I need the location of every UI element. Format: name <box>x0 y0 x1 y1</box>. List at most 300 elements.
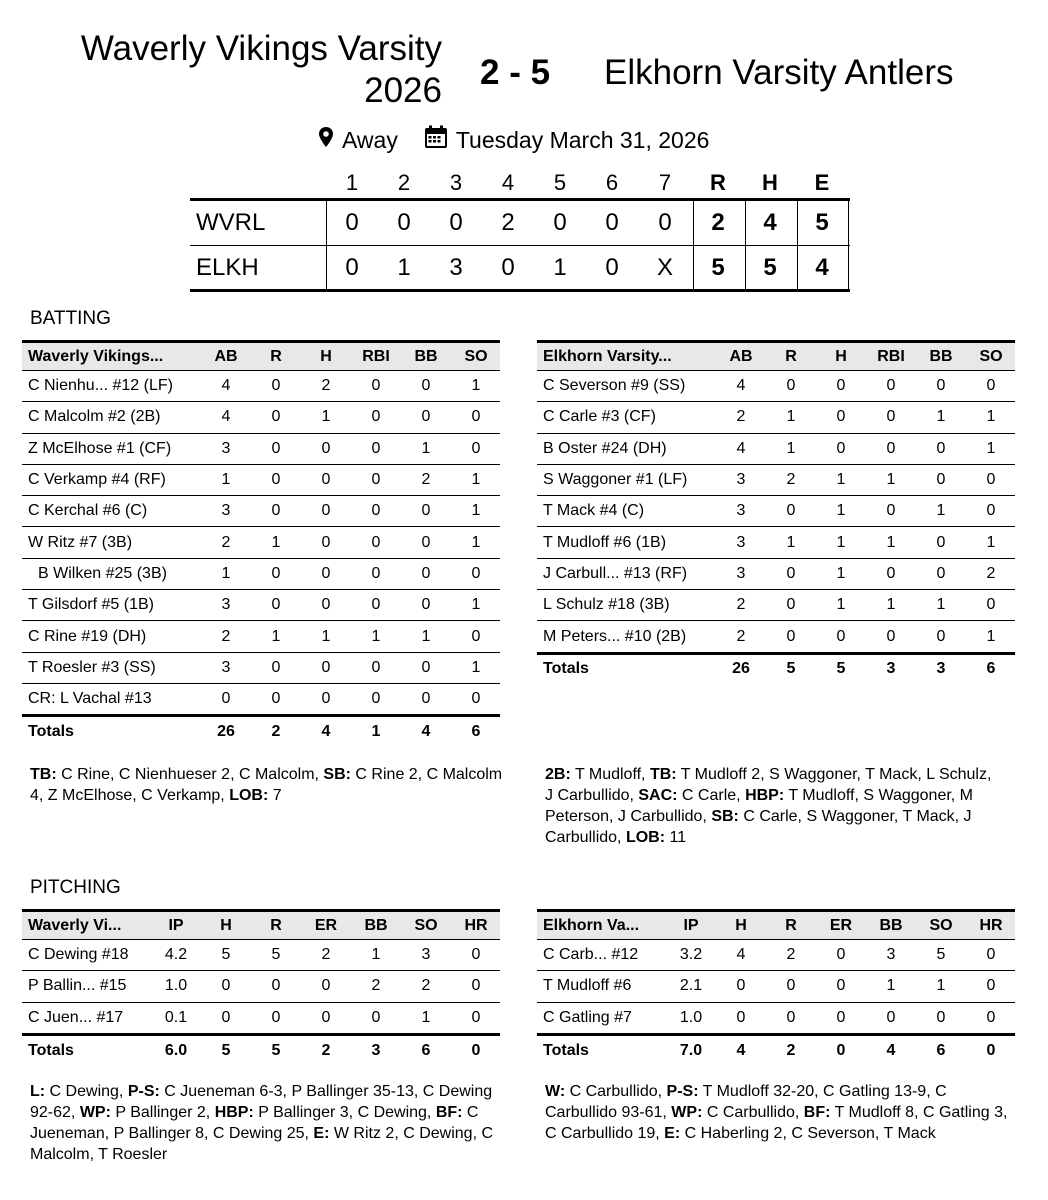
batting-row <box>22 434 500 465</box>
location-label: Away <box>342 126 398 153</box>
player-name: L Schulz #18 (3B) <box>543 596 670 614</box>
pitching-notes-home <box>30 1081 510 1165</box>
stat-value: 1 <box>221 564 231 582</box>
batting-row <box>22 653 500 684</box>
stat-value: 0 <box>271 471 281 489</box>
stat-value: 0 <box>271 1008 281 1026</box>
stat-value: 4 <box>736 946 746 964</box>
stat-value: 4 <box>221 408 231 426</box>
stat-value: 0 <box>221 690 231 708</box>
note-text: C Dewing, <box>45 1083 128 1100</box>
stat-value: 0 <box>371 658 381 676</box>
stat-value: 0 <box>986 1008 996 1026</box>
stat-value: 1 <box>371 946 381 964</box>
player-name: M Peters... #10 (2B) <box>543 627 687 645</box>
stat-value: 1 <box>936 977 946 995</box>
stat-value: 0 <box>421 502 431 520</box>
total-errors: 4 <box>815 254 829 281</box>
batting-row <box>22 621 500 652</box>
line-score-row <box>190 201 850 245</box>
stat-value: 0 <box>986 977 996 995</box>
stat-value: 2 <box>321 946 331 964</box>
stat-col-header: R <box>785 916 797 934</box>
stat-value: 0 <box>321 596 331 614</box>
stat-value: 0 <box>321 564 331 582</box>
total-value: 3 <box>371 1041 381 1059</box>
stat-value: 5 <box>936 946 946 964</box>
batting-row <box>537 590 1015 621</box>
total-runs: 2 <box>711 209 725 236</box>
note-key: SAC: <box>638 787 678 804</box>
line-score-col-header: R <box>710 170 726 195</box>
total-errors: 5 <box>815 209 829 236</box>
total-value: 5 <box>786 660 796 678</box>
stat-col-header: BB <box>879 916 903 934</box>
stat-value: 1 <box>221 471 231 489</box>
stat-value: 0 <box>271 408 281 426</box>
stat-value: 4 <box>736 377 746 395</box>
stat-value: 3 <box>221 439 231 457</box>
total-value: 3 <box>936 660 946 678</box>
stat-col-header: R <box>270 916 282 934</box>
stat-value: 0 <box>986 377 996 395</box>
stat-value: 0 <box>886 564 896 582</box>
note-key: P-S: <box>666 1083 699 1100</box>
stat-col-header: RBI <box>362 347 390 365</box>
stat-value: 0 <box>886 377 896 395</box>
player-name: CR: L Vachal #13 <box>28 690 152 708</box>
batting-row <box>537 527 1015 558</box>
total-value: 4 <box>736 1041 746 1059</box>
note-text: T Mudloff 2, S Waggoner, T Mack, L Schulz, J Carbullido, <box>545 766 992 804</box>
stat-value: 0 <box>321 1008 331 1026</box>
note-text: C Carbullido, <box>702 1104 804 1121</box>
stat-value: 3 <box>221 658 231 676</box>
stat-value: 1 <box>886 471 896 489</box>
inning-runs: 1 <box>397 254 411 281</box>
stat-value: 1 <box>836 502 846 520</box>
stat-value: 0 <box>736 1008 746 1026</box>
batting-totals-row <box>22 715 500 746</box>
stat-value: 1 <box>271 627 281 645</box>
note-text: C Rine 2, C Malcolm 4, Z McElhose, C Verkamp, <box>30 766 503 804</box>
note-text: 7 <box>268 787 282 804</box>
inning-runs: 0 <box>345 209 359 236</box>
pitching-table-away <box>537 909 1015 1065</box>
batting-section-title: BATTING <box>30 308 111 329</box>
stat-value: 0 <box>836 627 846 645</box>
line-score-col-header: 4 <box>501 170 515 195</box>
batting-row <box>537 559 1015 590</box>
total-value: 6 <box>936 1041 946 1059</box>
stat-value: 0 <box>471 408 481 426</box>
total-value: 2 <box>271 722 281 740</box>
pitching-totals-row <box>537 1034 1015 1065</box>
stat-value: 0 <box>471 977 481 995</box>
stat-value: 0 <box>321 471 331 489</box>
note-text: C Carle, <box>677 787 746 804</box>
inning-runs: 0 <box>449 209 463 236</box>
stat-value: 0 <box>471 1008 481 1026</box>
line-score-col-header: 6 <box>605 170 619 195</box>
stat-value: 0 <box>271 377 281 395</box>
note-key: HBP: <box>214 1104 254 1121</box>
stat-value: 0 <box>371 471 381 489</box>
stat-value: 0 <box>421 377 431 395</box>
line-score-col-header: H <box>762 170 778 195</box>
column-divider <box>848 246 849 289</box>
stat-value: 0 <box>886 502 896 520</box>
player-name: T Mudloff #6 (1B) <box>543 533 667 551</box>
stat-value: 0 <box>786 627 796 645</box>
player-name: C Juen... #17 <box>28 1008 124 1026</box>
stat-value: 3 <box>421 946 431 964</box>
line-score-col-header: 7 <box>658 170 672 195</box>
totals-label: Totals <box>28 1041 74 1059</box>
total-runs: 5 <box>711 254 725 281</box>
stat-value: 1 <box>371 627 381 645</box>
stat-value: 2 <box>221 533 231 551</box>
totals-label: Totals <box>543 660 589 678</box>
total-value: 0 <box>836 1041 846 1059</box>
stat-value: 0 <box>986 946 996 964</box>
pitching-row <box>537 940 1015 971</box>
calendar-icon <box>424 125 448 155</box>
line-score-col-header: 2 <box>397 170 411 195</box>
stat-col-header: RBI <box>877 347 905 365</box>
stat-value: 2 <box>221 627 231 645</box>
total-value: 6.0 <box>164 1041 188 1059</box>
home-team-name <box>40 28 442 112</box>
total-value: 5 <box>271 1041 281 1059</box>
stat-value: 0 <box>271 977 281 995</box>
stat-value: 1 <box>886 533 896 551</box>
player-name: T Roesler #3 (SS) <box>28 658 156 676</box>
inning-runs: 0 <box>397 209 411 236</box>
note-key: LOB: <box>229 787 269 804</box>
batting-row <box>22 496 500 527</box>
batting-row <box>22 559 500 590</box>
stat-value: 2 <box>786 946 796 964</box>
stat-value: 0 <box>471 627 481 645</box>
stat-value: 0 <box>736 977 746 995</box>
stat-value: 0 <box>936 627 946 645</box>
batting-table-away <box>537 340 1015 684</box>
note-key: WP: <box>79 1104 111 1121</box>
stat-value: 0 <box>471 439 481 457</box>
stat-value: 0 <box>471 946 481 964</box>
total-value: 26 <box>217 722 235 740</box>
stat-value: 1 <box>986 439 996 457</box>
stat-value: 0 <box>421 658 431 676</box>
player-name: C Carb... #12 <box>543 946 639 964</box>
stat-value: 2 <box>786 471 796 489</box>
stat-value: 3 <box>221 502 231 520</box>
stat-col-header: H <box>735 916 747 934</box>
stat-col-header: SO <box>414 916 438 934</box>
total-value: 1 <box>371 722 381 740</box>
batting-row <box>22 371 500 402</box>
stat-value: 0 <box>371 690 381 708</box>
stat-value: 1 <box>986 533 996 551</box>
map-pin-icon <box>318 126 334 154</box>
total-hits: 5 <box>763 254 777 281</box>
pitching-totals-row <box>22 1034 500 1065</box>
batting-row <box>537 465 1015 496</box>
batting-table-header <box>22 340 500 371</box>
stat-value: 3 <box>886 946 896 964</box>
stat-value: 0 <box>786 977 796 995</box>
stat-value: 0 <box>786 377 796 395</box>
stat-value: 0 <box>421 533 431 551</box>
stat-value: 1 <box>421 627 431 645</box>
stat-value: 0 <box>786 564 796 582</box>
note-text: C Haberling 2, C Severson, T Mack <box>680 1125 936 1142</box>
total-value: 7.0 <box>679 1041 703 1059</box>
inning-runs: 0 <box>501 254 515 281</box>
note-text: 11 <box>665 829 687 846</box>
stat-value: 0 <box>271 596 281 614</box>
stat-value: 0 <box>271 690 281 708</box>
stat-value: 4 <box>736 439 746 457</box>
stat-col-header: IP <box>168 916 184 934</box>
note-key: TB: <box>30 766 57 783</box>
stat-value: 0 <box>271 439 281 457</box>
stat-value: 2 <box>371 977 381 995</box>
stat-value: 4.2 <box>164 946 188 964</box>
stat-value: 0 <box>786 502 796 520</box>
player-name: B Wilken #25 (3B) <box>38 564 167 582</box>
stat-value: 1 <box>471 502 481 520</box>
note-text: C Jueneman 6-3, P Ballinger 35-13, C Dewing 92-62, <box>30 1083 493 1121</box>
stat-value: 0 <box>321 502 331 520</box>
batting-totals-row <box>537 653 1015 684</box>
note-key: L: <box>30 1083 46 1100</box>
player-name: C Severson #9 (SS) <box>543 377 686 395</box>
stat-col-header: SO <box>929 916 953 934</box>
total-value: 4 <box>886 1041 896 1059</box>
stat-value: 0 <box>421 690 431 708</box>
stat-value: 2.1 <box>679 977 703 995</box>
stat-value: 0.1 <box>164 1008 188 1026</box>
batting-row <box>22 684 500 715</box>
pitching-row <box>22 971 500 1002</box>
pitching-row <box>537 1003 1015 1034</box>
pitching-row <box>22 1003 500 1034</box>
stat-value: 1 <box>421 439 431 457</box>
note-key: E: <box>313 1125 330 1142</box>
stat-value: 1 <box>271 533 281 551</box>
player-name: T Gilsdorf #5 (1B) <box>28 596 154 614</box>
stat-value: 0 <box>936 533 946 551</box>
note-text: T Mudloff, <box>570 766 650 783</box>
inning-runs: 0 <box>658 209 672 236</box>
stat-value: 0 <box>371 564 381 582</box>
note-key: SB: <box>711 808 739 825</box>
stat-value: 0 <box>371 596 381 614</box>
stat-value: 3 <box>736 533 746 551</box>
stat-value: 3 <box>221 596 231 614</box>
stat-value: 1 <box>886 977 896 995</box>
stat-value: 0 <box>221 977 231 995</box>
stat-value: 0 <box>936 471 946 489</box>
stat-value: 0 <box>836 408 846 426</box>
stat-value: 2 <box>736 408 746 426</box>
batting-row <box>22 527 500 558</box>
stat-value: 0 <box>271 564 281 582</box>
stat-value: 0 <box>886 1008 896 1026</box>
stat-value: 0 <box>786 596 796 614</box>
total-value: 6 <box>986 660 996 678</box>
batting-row <box>537 434 1015 465</box>
away-team-name: Elkhorn Varsity Antlers <box>604 53 954 92</box>
player-name: C Dewing #18 <box>28 946 129 964</box>
player-name: C Verkamp #4 (RF) <box>28 471 166 489</box>
note-text: P Ballinger 3, C Dewing, <box>253 1104 436 1121</box>
line-score-row <box>190 245 850 289</box>
line-score-team: WVRL <box>196 209 266 236</box>
stat-value: 0 <box>321 533 331 551</box>
line-score-header <box>190 170 850 196</box>
inning-runs: X <box>656 254 673 281</box>
note-text: C Rine, C Nienhueser 2, C Malcolm, <box>56 766 324 783</box>
stat-value: 2 <box>736 596 746 614</box>
stat-value: 1 <box>471 377 481 395</box>
stat-value: 0 <box>886 439 896 457</box>
batting-row <box>537 621 1015 652</box>
batting-table-header <box>537 340 1015 371</box>
stat-value: 0 <box>836 1008 846 1026</box>
game-date: Tuesday March 31, 2026 <box>455 126 710 153</box>
note-key: TB: <box>649 766 677 783</box>
pitching-notes-away <box>545 1081 1015 1144</box>
stat-value: 0 <box>886 408 896 426</box>
stat-value: 0 <box>371 377 381 395</box>
stat-value: 5 <box>271 946 281 964</box>
stat-value: 1 <box>786 533 796 551</box>
stat-value: 0 <box>936 439 946 457</box>
stat-col-header: BB <box>929 347 953 365</box>
note-text: C Carbullido, <box>565 1083 667 1100</box>
stat-col-header: ER <box>314 916 338 934</box>
stat-value: 1 <box>471 471 481 489</box>
total-value: 2 <box>786 1041 796 1059</box>
stat-value: 0 <box>836 377 846 395</box>
note-text: C Carle, S Waggoner, T Mack, J Carbullido, <box>545 808 972 846</box>
stat-value: 1 <box>786 439 796 457</box>
stat-value: 0 <box>371 439 381 457</box>
pitching-table-home <box>22 909 500 1065</box>
stat-value: 1 <box>471 596 481 614</box>
player-name: T Mack #4 (C) <box>543 502 645 520</box>
line-score-col-header: 5 <box>553 170 567 195</box>
note-key: LOB: <box>625 829 666 846</box>
stat-value: 4 <box>221 377 231 395</box>
stat-value: 0 <box>836 977 846 995</box>
stat-value: 1.0 <box>679 1008 703 1026</box>
batting-row <box>22 402 500 433</box>
player-name: C Rine #19 (DH) <box>28 627 147 645</box>
note-key: 2B: <box>545 766 571 783</box>
stat-value: 2 <box>986 564 996 582</box>
player-name: W Ritz #7 (3B) <box>28 533 133 551</box>
home-team-name-line1: Waverly Vikings Varsity <box>80 29 442 68</box>
total-value: 26 <box>732 660 750 678</box>
stat-value: 0 <box>421 564 431 582</box>
stat-value: 1 <box>936 502 946 520</box>
note-key: P-S: <box>127 1083 160 1100</box>
stat-col-header: BB <box>414 347 438 365</box>
inning-runs: 0 <box>553 209 567 236</box>
stat-value: 0 <box>321 690 331 708</box>
batting-notes-away <box>545 764 995 848</box>
total-value: 2 <box>321 1041 331 1059</box>
stat-value: 1.0 <box>164 977 188 995</box>
player-name: P Ballin... #15 <box>28 977 127 995</box>
totals-label: Totals <box>28 722 74 740</box>
note-text: T Mudloff 8, C Gatling 3, C Carbullido 19, <box>545 1104 1008 1142</box>
note-text: P Ballinger 2, <box>110 1104 215 1121</box>
stat-value: 0 <box>371 502 381 520</box>
stat-value: 0 <box>836 439 846 457</box>
stat-value: 0 <box>221 1008 231 1026</box>
stat-value: 0 <box>936 564 946 582</box>
stat-value: 0 <box>936 1008 946 1026</box>
stat-value: 1 <box>421 1008 431 1026</box>
batting-row <box>537 496 1015 527</box>
stat-value: 0 <box>271 502 281 520</box>
stat-value: 0 <box>786 1008 796 1026</box>
batting-table-home <box>22 340 500 747</box>
inning-runs: 0 <box>345 254 359 281</box>
stat-value: 2 <box>736 627 746 645</box>
stat-col-header: H <box>320 347 332 365</box>
column-divider <box>848 201 849 245</box>
batting-row <box>537 371 1015 402</box>
final-score: 2 - 5 <box>480 53 551 92</box>
player-name: C Kerchal #6 (C) <box>28 502 148 520</box>
stat-value: 3.2 <box>679 946 703 964</box>
stat-value: 0 <box>471 564 481 582</box>
stat-col-header: ER <box>829 916 853 934</box>
total-value: 5 <box>221 1041 231 1059</box>
batting-row <box>537 402 1015 433</box>
total-value: 4 <box>321 722 331 740</box>
stat-value: 0 <box>421 408 431 426</box>
stat-value: 1 <box>471 533 481 551</box>
stat-value: 1 <box>986 408 996 426</box>
stat-value: 0 <box>986 471 996 489</box>
stat-value: 1 <box>836 596 846 614</box>
player-name: C Nienhu... #12 (LF) <box>28 377 173 395</box>
pitching-table-header <box>537 909 1015 940</box>
stat-value: 0 <box>271 658 281 676</box>
batting-row <box>22 465 500 496</box>
stat-col-header: R <box>785 347 797 365</box>
note-key: WP: <box>671 1104 703 1121</box>
note-key: HBP: <box>745 787 785 804</box>
note-text: W Ritz 2, C Dewing, C Malcolm, T Roesler <box>30 1125 494 1163</box>
team-name-header: Waverly Vi... <box>28 916 122 934</box>
player-name: C Malcolm #2 (2B) <box>28 408 161 426</box>
note-text: T Mudloff, S Waggoner, M Peterson, J Carbullido, <box>545 787 974 825</box>
total-value: 6 <box>421 1041 431 1059</box>
line-score-table <box>190 198 850 292</box>
stat-value: 0 <box>471 690 481 708</box>
stat-value: 0 <box>371 533 381 551</box>
player-name: B Oster #24 (DH) <box>543 439 667 457</box>
stat-col-header: SO <box>979 347 1003 365</box>
